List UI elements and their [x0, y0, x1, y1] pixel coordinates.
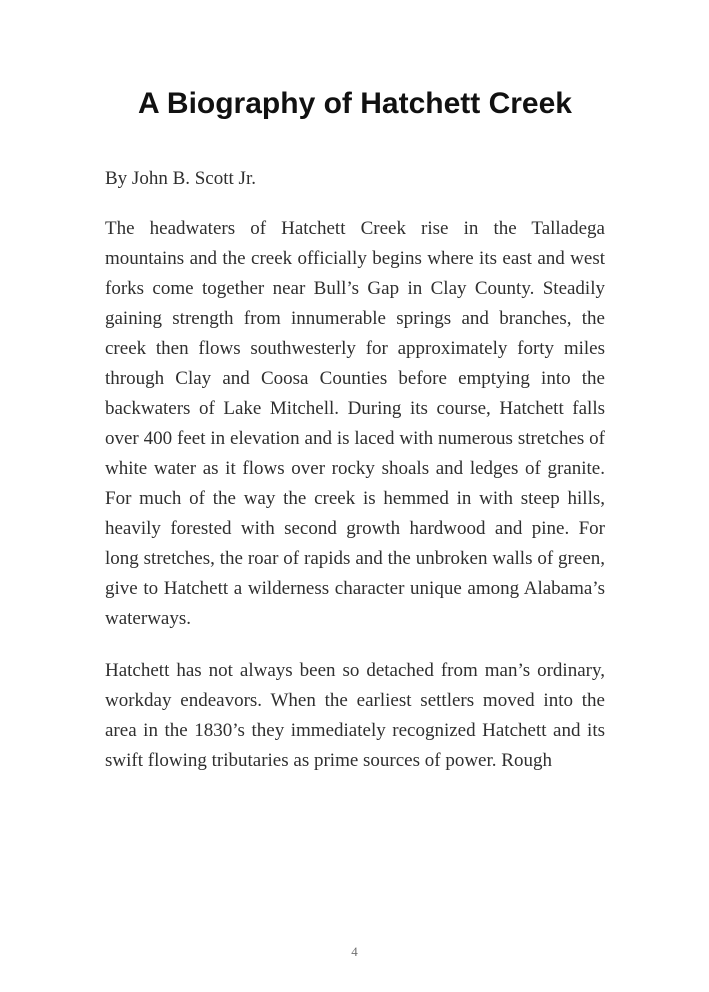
page-title: A Biography of Hatchett Creek: [138, 87, 572, 120]
body-paragraph: The headwaters of Hatchett Creek rise in the Talladega mountains and the creek officially begins where its east and west forks come together near Bull’s Gap in Clay County. Steadily gaining strength from innumerable springs and branches, the creek then flows southwesterly for approximately forty miles through Clay and Coosa Counties before emptying into the backwaters of Lake Mitchell. During its course, Hatchett falls over 400 feet in elevation and is laced with numerous stretches of white water as it flows over rocky shoals and ledges of granite. For much of the way the creek is hemmed in with steep hills, heavily forested with second growth hardwood and pine. For long stretches, the roar of rapids and the unbroken walls of green, give to Hatchett a wilderness character unique among Alabama’s waterways.: [105, 218, 605, 629]
page-number: 4: [351, 944, 358, 959]
body-paragraph: Hatchett has not always been so detached from man’s ordinary, workday endeavors. When the earliest settlers moved into the area in the 1830’s they immediately recognized Hatchett and its swift flowing tributaries as prime sources of power. Rough: [105, 660, 605, 771]
byline: By John B. Scott Jr.: [105, 168, 256, 189]
